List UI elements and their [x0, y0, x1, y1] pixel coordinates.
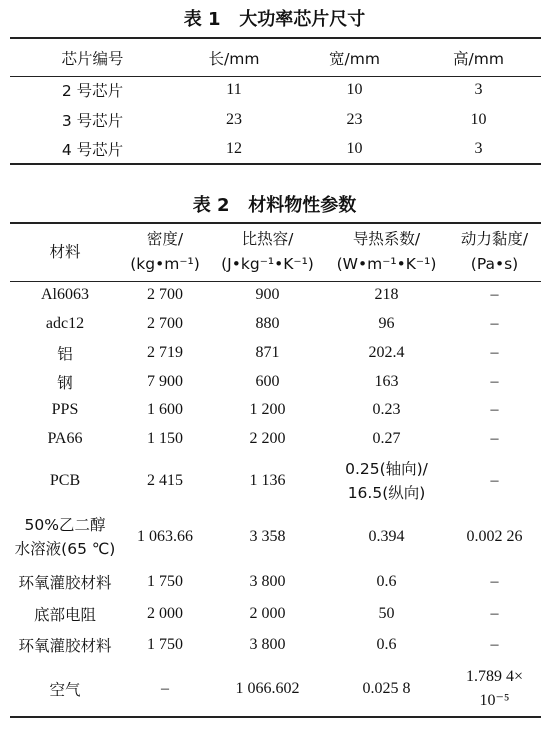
- table2-header-conductivity: 导热系数/ (W•m⁻¹•K⁻¹): [336, 230, 437, 273]
- table2-cell: –: [490, 471, 499, 489]
- table2-cell: 50: [378, 604, 395, 622]
- table2-cell: 0.23: [372, 401, 401, 418]
- table2-material-cell: 环氧灌胶材料: [18, 637, 112, 655]
- table2-material-cell: PCB: [49, 471, 81, 489]
- table1-cell: 3 号芯片: [61, 111, 124, 130]
- table2-cell: 2 415: [147, 471, 183, 489]
- table2-header-density: 密度/ (kg•m⁻¹): [130, 230, 200, 273]
- table2-row: [10, 338, 541, 367]
- table2-cell: 3 800: [249, 573, 286, 590]
- table2-material-cell: 铝: [57, 344, 73, 363]
- table2-row: [10, 629, 541, 661]
- table2-header-material: 材料: [49, 242, 81, 261]
- table2-cell: –: [161, 680, 169, 697]
- table2-cell: 1 750: [147, 573, 183, 590]
- table2-cell: 2 700: [147, 314, 183, 332]
- table2-cell: 2 000: [249, 604, 286, 622]
- table2-cell: 0.025 8: [362, 680, 411, 697]
- table1-cell: 12: [226, 139, 242, 157]
- table2-cell: 1 136: [249, 471, 286, 489]
- table2-material-cell: 空气: [49, 681, 81, 699]
- table2: [10, 224, 541, 717]
- table2-row: [10, 453, 541, 508]
- table2-cell: 1 600: [147, 401, 183, 418]
- table2-header-viscosity: 动力黏度/ (Pa•s): [460, 230, 529, 273]
- table2-cell: –: [490, 573, 499, 590]
- table2-cell: 2 000: [147, 604, 183, 622]
- table2-row: [10, 598, 541, 629]
- table2-cell: 3 800: [249, 636, 286, 653]
- table2-cell: 1 200: [249, 401, 286, 418]
- table2-header-specific-heat: 比热容/ (J•kg⁻¹•K⁻¹): [221, 230, 314, 273]
- table2-cell: –: [490, 343, 499, 361]
- table2-cell: 1 150: [147, 429, 183, 447]
- table2-caption: 表 2 材料物性参数: [192, 195, 357, 216]
- table2-cell: 0.25(轴向)/ 16.5(纵向): [345, 459, 428, 502]
- table2-material-cell: PPS: [51, 401, 79, 418]
- table2-cell: –: [490, 372, 499, 390]
- table2-cell: 880: [255, 314, 280, 332]
- table2-material-cell: 钢: [57, 373, 73, 392]
- table2-cell: 7 900: [147, 372, 183, 390]
- table2-cell: 871: [255, 343, 280, 361]
- table1-cell: 10: [470, 110, 487, 128]
- table2-cell: –: [490, 429, 499, 447]
- table2-row: [10, 566, 541, 598]
- table2-material-cell: 50%乙二醇 水溶液(65 ℃): [14, 516, 116, 558]
- table1-header-width: 宽/mm: [329, 49, 380, 68]
- table2-cell: 202.4: [368, 343, 405, 361]
- table1-cell: 2 号芯片: [61, 82, 124, 100]
- table1-top-rule: [10, 37, 541, 39]
- table2-row: [10, 280, 541, 309]
- table1-cell: 10: [346, 139, 363, 157]
- table2-row: [10, 508, 541, 566]
- table2-row: [10, 309, 541, 338]
- table1-cell: 23: [226, 110, 242, 128]
- table1-cell: 3: [474, 139, 483, 157]
- table1-header-length: 长/mm: [208, 49, 260, 68]
- table2-cell: 0.6: [376, 636, 397, 653]
- table1-header-rule: [10, 76, 541, 77]
- table2-material-cell: PA66: [47, 429, 83, 447]
- table2-cell: 1 750: [147, 636, 183, 653]
- table1: [10, 40, 541, 163]
- table2-cell: 3 358: [249, 528, 286, 545]
- table1-cell: 3: [474, 81, 483, 98]
- table2-cell: –: [490, 604, 499, 622]
- table2-cell: 600: [255, 372, 280, 390]
- table1-bottom-rule: [10, 163, 541, 165]
- table1-caption: 表 1 大功率芯片尺寸: [183, 9, 366, 30]
- table2-cell: –: [490, 401, 499, 418]
- table2-header-rule: [10, 281, 541, 282]
- table2-row: [10, 424, 541, 453]
- table1-cell: 10: [346, 81, 363, 98]
- table2-cell: –: [490, 314, 499, 332]
- table2-bottom-rule: [10, 716, 541, 718]
- table2-cell: –: [490, 285, 499, 303]
- table2-cell: –: [490, 636, 499, 653]
- table1-cell: 11: [226, 81, 242, 98]
- table2-cell: 2 700: [147, 285, 183, 303]
- table2-cell: 2 719: [147, 343, 183, 361]
- table2-cell: 0.002 26: [466, 528, 523, 545]
- table2-material-cell: 底部电阻: [33, 605, 96, 624]
- table2-cell: 900: [255, 285, 280, 303]
- table2-cell: 218: [374, 285, 399, 303]
- table2-cell: 0.394: [368, 528, 405, 545]
- table1-cell: 4 号芯片: [61, 140, 124, 159]
- table1-header-chip: 芯片编号: [61, 49, 124, 68]
- table1-cell: 23: [346, 110, 363, 128]
- table2-cell: 96: [378, 314, 395, 332]
- table2-cell: 1.789 4× 10⁻⁵: [465, 668, 524, 709]
- table2-row: [10, 661, 541, 717]
- table2-cell: 0.27: [372, 429, 401, 447]
- table2-cell: 0.6: [376, 573, 397, 590]
- table2-material-cell: 环氧灌胶材料: [18, 574, 112, 592]
- table2-cell: 1 066.602: [235, 680, 300, 697]
- table2-material-cell: adc12: [45, 314, 85, 332]
- table2-material-cell: Al6063: [41, 285, 89, 303]
- table2-cell: 163: [374, 372, 399, 390]
- table2-cell: 1 063.66: [137, 528, 193, 545]
- table2-row: [10, 367, 541, 396]
- table2-cell: 2 200: [249, 429, 286, 447]
- table1-header-height: 高/mm: [453, 49, 504, 68]
- table2-row: [10, 396, 541, 424]
